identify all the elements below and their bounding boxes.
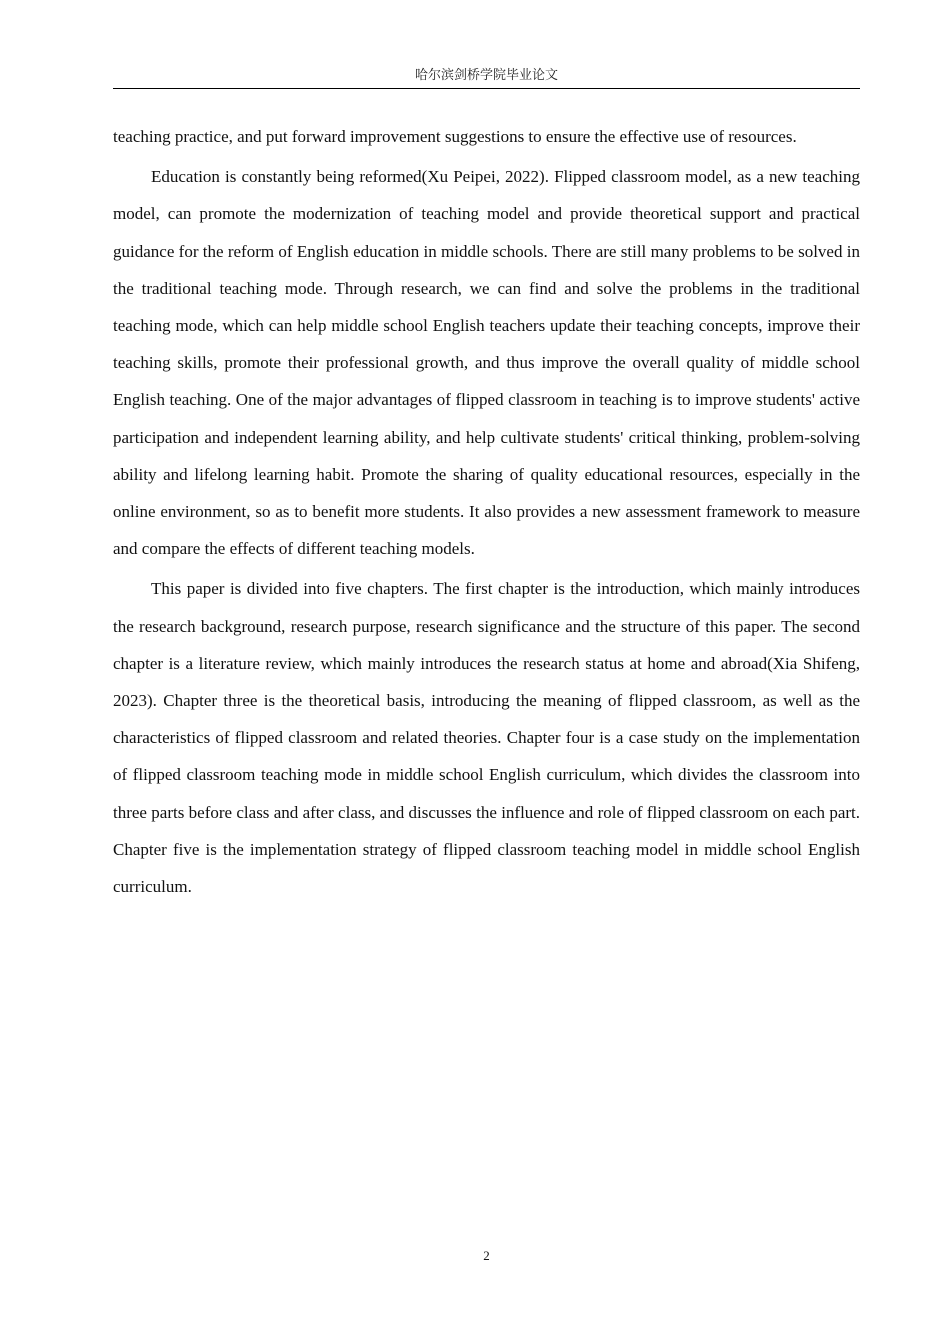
paragraph-research-significance: Education is constantly being reformed(Xu Peipei, 2022). Flipped classroom model, as a new teaching model, can promote the modernization of teaching model and provide theoretical support and practical guidance for the reform of English education in middle schools. There are still many problems to be solved in the traditional teaching mode. Through research, we can find and solve the problems in the traditional teaching mode, which can help middle school English teachers update their teaching concepts, improve their teaching skills, promote their professional growth, and thus improve the overall quality of middle school English teaching. One of the major advantages of flipped classroom in teaching is to improve students' active participation and independent learning ability, and help cultivate students' critical thinking, problem-solving ability and lifelong learning habit. Promote the sharing of quality educational resources, especially in the online environment, so as to benefit more students. It also provides a new assessment framework to measure and compare the effects of different teaching models.: [113, 167, 860, 559]
document-body: [113, 118, 860, 908]
page-header-title: 哈尔滨剑桥学院毕业论文: [414, 67, 558, 82]
page-number: 2: [483, 1248, 490, 1263]
paragraph-paper-structure: This paper is divided into five chapters. The first chapter is the introduction, which mainly introduces the research background, research purpose, research significance and the structure of this paper. The second chapter is a literature review, which mainly introduces the research status at home and abroad(Xia Shifeng, 2023). Chapter three is the theoretical basis, introducing the meaning of flipped classroom, as well as the characteristics of flipped classroom and related theories. Chapter four is a case study on the implementation of flipped classroom teaching mode in middle school English curriculum, which divides the classroom into three parts before class and after class, and discusses the influence and role of flipped classroom on each part. Chapter five is the implementation strategy of flipped classroom teaching model in middle school English curriculum.: [113, 579, 860, 897]
paragraph-continuation: teaching practice, and put forward improvement suggestions to ensure the effective use of resources.: [113, 127, 797, 146]
header-divider: [113, 88, 860, 89]
